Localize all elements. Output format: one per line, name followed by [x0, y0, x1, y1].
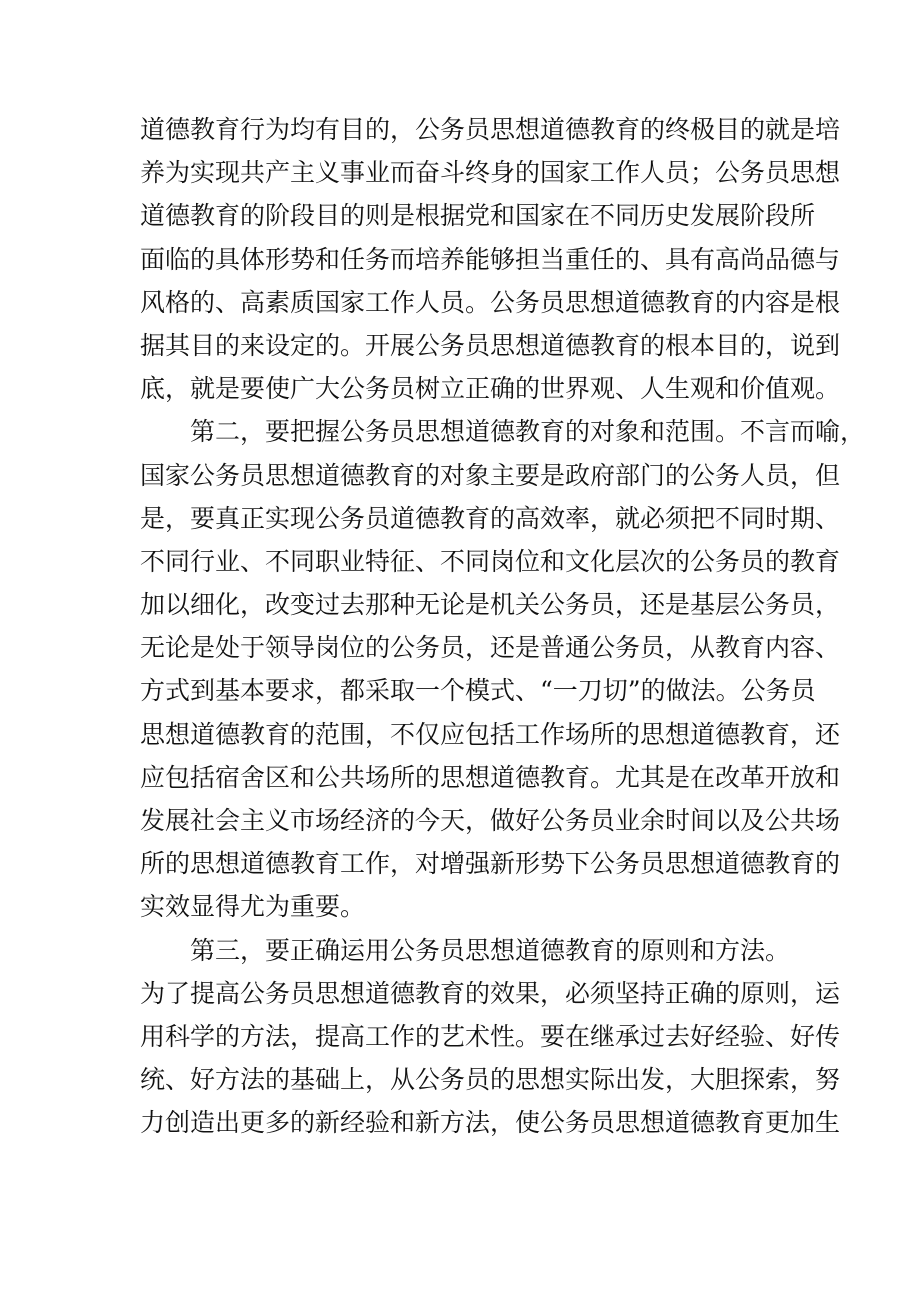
text-line: 力创造出更多的新经验和新方法，使公务员思想道德教育更加生: [140, 1108, 841, 1138]
text-line: 应包括宿舍区和公共场所的思想道德教育。尤其是在改革开放和: [140, 762, 841, 792]
text-line: 第三，要正确运用公务员思想道德教育的原则和方法。: [190, 935, 791, 965]
text-line: 面临的具体形势和任务而培养能够担当重任的、具有高尚品德与: [140, 244, 841, 274]
text-line: 无论是处于领导岗位的公务员，还是普通公务员，从教育内容、: [140, 633, 841, 663]
text-line: 是，要真正实现公务员道德教育的高效率，就必须把不同时期、: [140, 503, 841, 533]
text-line: 加以细化，改变过去那种无论是机关公务员，还是基层公务员，: [140, 590, 841, 620]
text-line: 实效显得尤为重要。: [140, 892, 366, 922]
text-line: 思想道德教育的范围，不仅应包括工作场所的思想道德教育，还: [140, 719, 841, 749]
text-line: 方式到基本要求，都采取一个模式、“一刀切”的做法。公务员: [140, 676, 816, 706]
text-line: 养为实现共产主义事业而奋斗终身的国家工作人员；公务员思想: [140, 158, 841, 188]
text-line: 用科学的方法，提高工作的艺术性。要在继承过去好经验、好传: [140, 1021, 841, 1051]
text-line: 道德教育的阶段目的则是根据党和国家在不同历史发展阶段所: [140, 201, 816, 231]
text-line: 为了提高公务员思想道德教育的效果，必须坚持正确的原则，运: [140, 978, 841, 1008]
text-line: 不同行业、不同职业特征、不同岗位和文化层次的公务员的教育: [140, 546, 841, 576]
text-line: 所的思想道德教育工作，对增强新形势下公务员思想道德教育的: [140, 849, 841, 879]
text-line: 风格的、高素质国家工作人员。公务员思想道德教育的内容是根: [140, 287, 841, 317]
text-line: 据其目的来设定的。开展公务员思想道德教育的根本目的，说到: [140, 330, 841, 360]
text-line: 发展社会主义市场经济的今天，做好公务员业余时间以及公共场: [140, 806, 841, 835]
text-line: 道德教育行为均有目的，公务员思想道德教育的终极目的就是培: [140, 115, 841, 144]
text-line: 国家公务员思想道德教育的对象主要是政府部门的公务人员，但: [140, 460, 841, 490]
text-line: 统、好方法的基础上，从公务员的思想实际出发，大胆探索，努: [140, 1065, 841, 1095]
text-line: 第二，要把握公务员思想道德教育的对象和范围。不言而喻，: [190, 417, 866, 447]
text-line: 底，就是要使广大公务员树立正确的世界观、人生观和价值观。: [140, 374, 841, 404]
body-text: [140, 108, 866, 1145]
